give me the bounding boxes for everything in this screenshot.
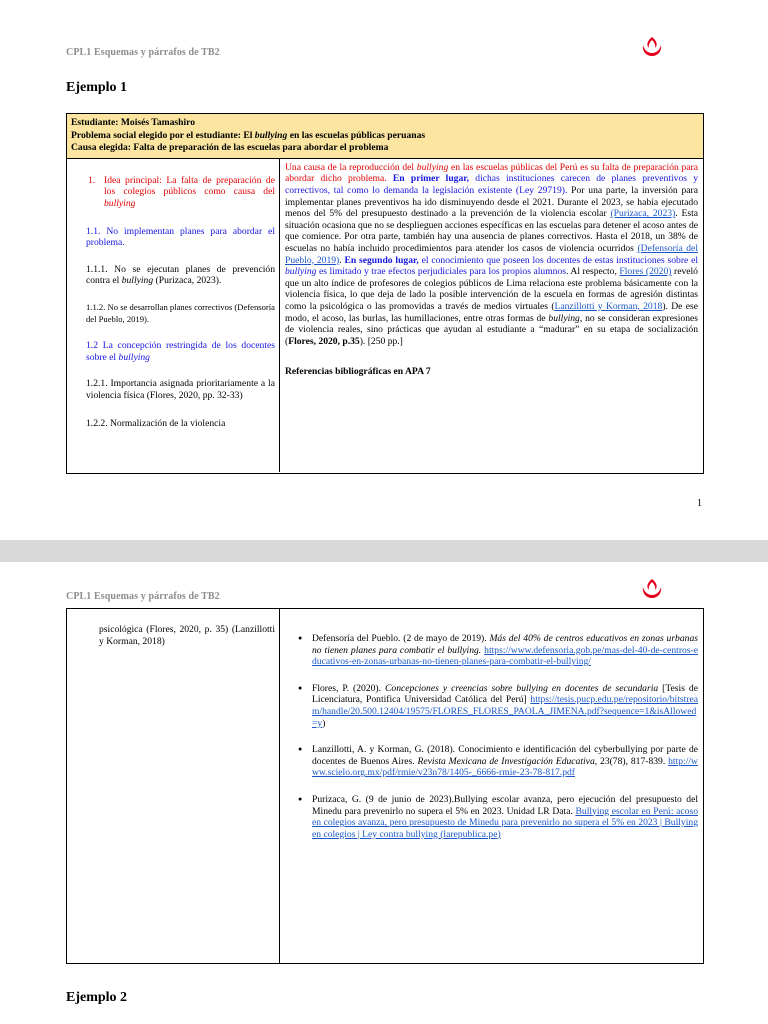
outline-item-1-2-1: 1.2.1. Importancia asignada prioritariamente a la violencia física (Flores, 2020, pp. 32-33) <box>86 378 275 401</box>
references-heading: Referencias bibliográficas en APA 7 <box>285 366 431 378</box>
body-paragraph: Una causa de la reproducción del bullying en las escuelas públicas del Perú es su falta de preparación para abordar dicho problema. En primer lugar, dichas instituciones carecen de planes preventivos y correctivos, tal como lo demanda la legislación existente (Ley 29719). Por una parte, la inversión para implementar planes preventivos ha ido disminuyendo desde el 2021. Durante el 2023, se había ejecutado menos del 5% del presupuesto destinado a la prevención de la violencia escolar (Purizaca, 2023). Esta situación ocasiona que no se desplieguen acciones específicas en las escuelas para detener el acoso antes de que comience. Por otra parte, también hay una ausencia de planes correctivos. Hasta el 2018, un 38% de escuelas no había incluido procedimientos para atender los casos de violencia ocurridos (Defensoría del Pueblo, 2019). En segundo lugar, el conocimiento que poseen los docentes de estas instituciones sobre el bullying es limitado y trae efectos perjudiciales para los propios alumnos. Al respecto, Flores (2020) reveló que un alto índice de profesores de colegios públicos de Lima relaciona este problema básicamente con la violencia física, lo que deja de lado la posible intervención de la escuela en formas de agresión distintas como la psicológica o las promovidas a través de medios virtuales (Lanzillotti y Korman, 2018). De ese modo, el acoso, las burlas, las humillaciones, entre otras formas de bullying, no se consideran expresiones de violencia reales, sino prácticas que ayudan al estudiante a “madurar” en su etapa de socialización (Flores, 2020, p.35). [250 pp.] <box>285 161 699 347</box>
outline-item-1-1-2: 1.1.2. No se desarrollan planes correctivos (Defensoría del Pueblo, 2019). <box>86 301 275 324</box>
outline-item-1-1-1: 1.1.1. No se ejecutan planes de prevención contra el bullying (Purizaca, 2023). <box>86 263 275 287</box>
outline-table-continued <box>66 608 704 964</box>
upc-logo-icon <box>640 36 664 58</box>
outline-item-1-1: 1.1. No implementan planes para abordar el problema. <box>86 225 275 249</box>
outline-table <box>66 113 704 474</box>
references-column <box>280 609 703 963</box>
example-title: Ejemplo 2 <box>66 990 128 1005</box>
page-header-title: CPL1 Esquemas y párrafos de TB2 <box>66 47 220 58</box>
page-header-title: CPL1 Esquemas y párrafos de TB2 <box>66 591 220 602</box>
cite-defensoria-link[interactable]: (Defensoría del Pueblo, 2019) <box>285 242 698 266</box>
reference-url-link[interactable]: https://tesis.pucp.edu.pe/repositorio/bitstream/handle/20.500.12404/19575/FLORES_FLORES_PAOLA_JIMENA.pdf?sequence=1&isAllowed=y <box>312 694 698 729</box>
example-title: Ejemplo 1 <box>66 80 128 95</box>
outline-main-idea: 1. Idea principal: La falta de preparación de los colegios públicos como causa del bullying <box>88 174 275 209</box>
upc-logo-icon <box>640 578 664 600</box>
social-problem: Problema social elegido por el estudiante: El bullying en las escuelas públicas peruanas <box>71 129 426 141</box>
student-name: Estudiante: Moisés Tamashiro <box>71 117 196 128</box>
chosen-cause: Causa elegida: Falta de preparación de las escuelas para abordar el problema <box>71 142 389 154</box>
cite-lanzillotti-link[interactable]: Lanzillotti y Korman, 2018 <box>554 300 663 312</box>
outline-column <box>67 159 280 472</box>
reference-item: ● Flores, P. (2020). Concepciones y creencias sobre bullying en docentes de secundaria [Tesis de Licenciatura, Pontifica Universidad Católica del Perú] https://tesis.pucp.edu.pe/repositorio/bitstream/handle/20.500.12404/19575/FLORES_FLORES_PAOLA_JIMENA.pdf?sequence=1&isAllowed=y) <box>294 683 698 729</box>
outline-item-1-2: 1.2 La concepción restringida de los docentes sobre el bullying <box>86 340 275 363</box>
reference-item: ● Defensoría del Pueblo. (2 de mayo de 2019). Más del 40% de centros educativos en zonas urbanas no tienen planes para combatir el bullying. https://www.defensoria.gob.pe/mas-del-40-de-centros-educativos-en-zonas-urbanas-no-tienen-planes-para-combatir-el-bullying/ <box>294 633 698 668</box>
paragraph-column <box>280 159 703 472</box>
reference-url-link[interactable]: Bullying escolar en Perú: acoso en colegios avanza, pero presupuesto de Minedu para prevenirlo no supera el 5% en 2023 | Bullying en colegios | Ley contra bullying (larepublica.pe) <box>312 805 698 840</box>
document-page-2 <box>0 562 768 1024</box>
cite-flores-link[interactable]: Flores (2020) <box>619 266 672 278</box>
page-number: 1 <box>697 498 702 509</box>
cite-purizaca-link[interactable]: (Purizaca, 2023) <box>610 208 676 220</box>
reference-list <box>294 633 698 840</box>
reference-url-link[interactable]: http://www.scielo.org.mx/pdf/rmie/v23n78/1405-_6666-rmie-23-78-817.pdf <box>312 755 698 779</box>
outline-continued-text: psicológica (Flores, 2020, p. 35) (Lanzillotti y Korman, 2018) <box>99 624 275 647</box>
outline-item-1-2-2: 1.2.2. Normalización de la violencia <box>86 417 226 429</box>
table-header <box>67 114 703 159</box>
reference-item: ● Purizaca, G. (9 de junio de 2023).Bullying escolar avanza, pero ejecución del presupuesto del Minedu para prevenirlo no supera el 5% en 2023. Unidad LR Data. Bullying escolar en Perú: acoso en colegios avanza, pero presupuesto de Minedu para prevenirlo no supera el 5% en 2023 | Bullying en colegios | Ley contra bullying (larepublica.pe) <box>294 794 698 840</box>
outline-column <box>67 609 280 963</box>
reference-item: ● Lanzillotti, A. y Korman, G. (2018). Conocimiento e identificación del cyberbullying por parte de docentes de Buenos Aires. Revista Mexicana de Investigación Educativa, 23(78), 817-839. http://www.scielo.org.mx/pdf/rmie/v23n78/1405-_6666-rmie-23-78-817.pdf <box>294 744 698 779</box>
reference-url-link[interactable]: https://www.defensoria.gob.pe/mas-del-40-de-centros-educativos-en-zonas-urbanas-no-tienen-planes-para-combatir-el-bullying/ <box>312 644 698 668</box>
